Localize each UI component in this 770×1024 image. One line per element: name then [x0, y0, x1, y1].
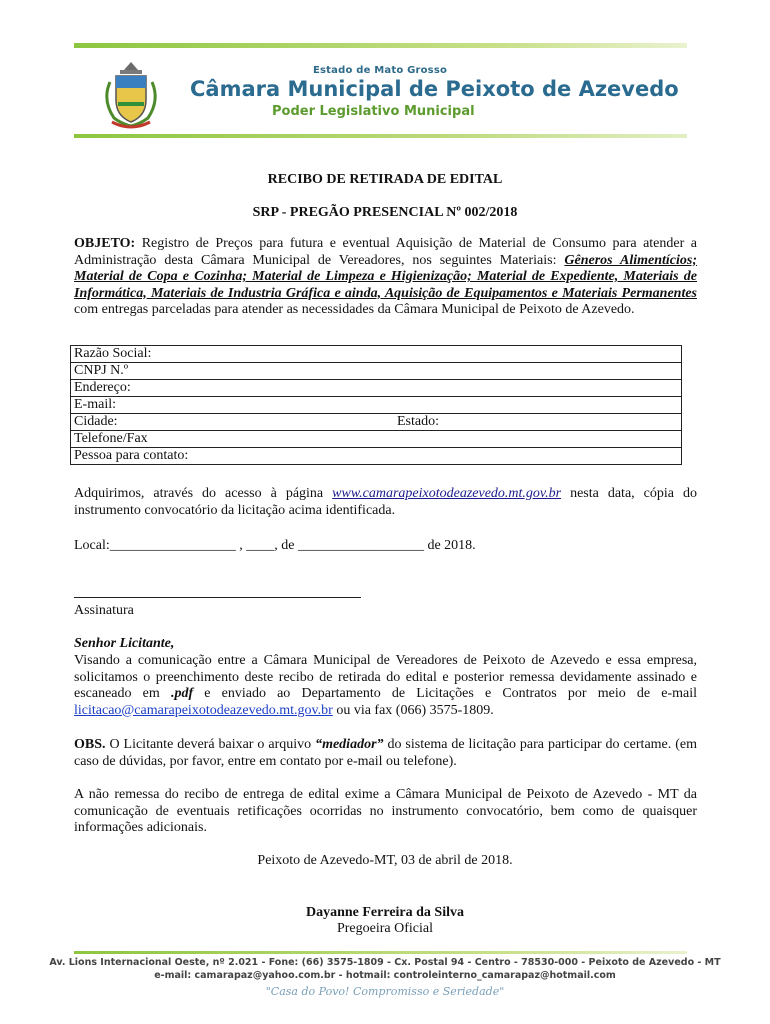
senhor-text-start: Visando a comunicação entre a Câmara Municipal de Vereadores de Peixoto de Azevedo e essa empresa, solicitamos o preenchimento deste recibo de retirada do edital e posterior remessa devidamente assinado e escaneado em — [74, 653, 697, 701]
form-cnpj-label[interactable]: CNPJ N.º — [71, 363, 682, 380]
header-institution-name: Câmara Municipal de Peixoto de Azevedo — [190, 77, 679, 101]
obs-text-start: O Licitante deverá baixar o arquivo — [105, 737, 316, 752]
form-row-razao-social — [71, 346, 682, 363]
senhor-text-end: ou via fax (066) 3575-1809. — [332, 702, 494, 718]
local-date-line: Local:__________________ , ____, de __________________ de 2018. — [74, 538, 476, 553]
document-title: RECIBO DE RETIRADA DE EDITAL — [267, 172, 503, 187]
form-row-cidade-estado — [71, 414, 682, 431]
footer-address: Av. Lions Internacional Oeste, nº 2.021 - Fone: (66) 3575-1809 - Cx. Postal 94 - Centro - 78530-000 - Peixoto de Azevedo - MT — [49, 957, 721, 968]
adquirimos-text-start: Adquirimos, através do acesso à página — [74, 486, 333, 501]
header-state: Estado de Mato Grosso — [313, 65, 448, 76]
website-link[interactable]: www.camarapeixotodeazevedo.mt.gov.br — [332, 486, 562, 501]
company-form-table — [70, 345, 682, 465]
form-email-label[interactable]: E-mail: — [71, 397, 682, 414]
form-razao-social-label[interactable]: Razão Social: — [71, 346, 682, 363]
form-endereco-label[interactable]: Endereço: — [71, 380, 682, 397]
senhor-paragraph — [74, 653, 697, 719]
footer-emails: e-mail: camarapaz@yahoo.com.br - hotmail: controleinterno_camarapaz@hotmail.com — [154, 970, 616, 981]
senhor-heading: Senhor Licitante, — [74, 636, 175, 651]
obs-paragraph — [74, 737, 697, 770]
form-row-contato — [71, 448, 682, 465]
form-telefone-label[interactable]: Telefone/Fax — [71, 431, 682, 448]
signatory-name: Dayanne Ferreira da Silva — [305, 905, 464, 920]
adquirimos-paragraph — [74, 486, 697, 519]
form-row-email — [71, 397, 682, 414]
pdf-format: .pdf — [170, 686, 194, 701]
obs-mediador: “mediador” — [315, 737, 384, 752]
footer-motto: "Casa do Povo! Compromisso e Seriedade" — [265, 985, 505, 998]
email-link[interactable]: licitacao@camarapeixotodeazevedo.mt.gov.br — [74, 702, 333, 718]
obs-text-end: do sistema de licitação para participar do certame. (em caso de dúvidas, por favor, entre em contato por e-mail ou telefone). — [74, 737, 697, 769]
objeto-materials: Gêneros Alimentícios; Material de Copa e Cozinha; Material de Limpeza e Higienização; Material de Expediente, Materiais de Informática, Materiais de Industria Gráfica e ainda, Aquisição de Equipamentos e Materiais Permanentes — [74, 252, 697, 301]
form-cidade-label[interactable]: Cidade: — [71, 414, 398, 431]
objeto-text-start: Registro de Preços para futura e eventual Aquisição de Material de Consumo para atender a Administração desta Câmara Municipal de Vereadores, nos seguintes Materiais: — [74, 236, 697, 268]
signatory-role: Pregoeira Oficial — [336, 921, 433, 936]
form-row-endereco — [71, 380, 682, 397]
objeto-label: OBJETO: — [74, 236, 136, 251]
adquirimos-text-end: nesta data, cópia do instrumento convocatório da licitação acima identificada. — [74, 486, 698, 518]
date-place-line: Peixoto de Azevedo-MT, 03 de abril de 2018. — [257, 853, 513, 868]
senhor-text-mid: e enviado ao Departamento de Licitações e Contratos por meio de e-mail — [193, 686, 697, 701]
form-row-cnpj — [71, 363, 682, 380]
objeto-text-end: com entregas parceladas para atender as necessidades da Câmara Municipal de Peixoto de Azevedo. — [74, 302, 635, 317]
obs-label: OBS. — [74, 737, 106, 752]
crest-icon — [100, 60, 162, 130]
document-subtitle: SRP - PREGÃO PRESENCIAL Nº 002/2018 — [252, 205, 518, 220]
form-estado-label[interactable]: Estado: — [397, 414, 682, 431]
objeto-paragraph — [74, 236, 697, 319]
form-contato-label[interactable]: Pessoa para contato: — [74, 448, 189, 463]
nao-remessa-paragraph: A não remessa do recibo de entrega de edital exime a Câmara Municipal de Peixoto de Azevedo - MT da comunicação de eventuais retificações ocorridas no instrumento convocatório, bem como de quaisquer informações adicionais. — [74, 787, 697, 835]
footer-rule — [74, 951, 687, 954]
signature-caption: Assinatura — [74, 603, 134, 618]
form-row-telefone — [71, 431, 682, 448]
signature-line — [74, 597, 361, 598]
header-top-rule — [74, 43, 687, 48]
header-subtitle: Poder Legislativo Municipal — [272, 104, 475, 119]
header-bottom-rule — [74, 134, 687, 138]
